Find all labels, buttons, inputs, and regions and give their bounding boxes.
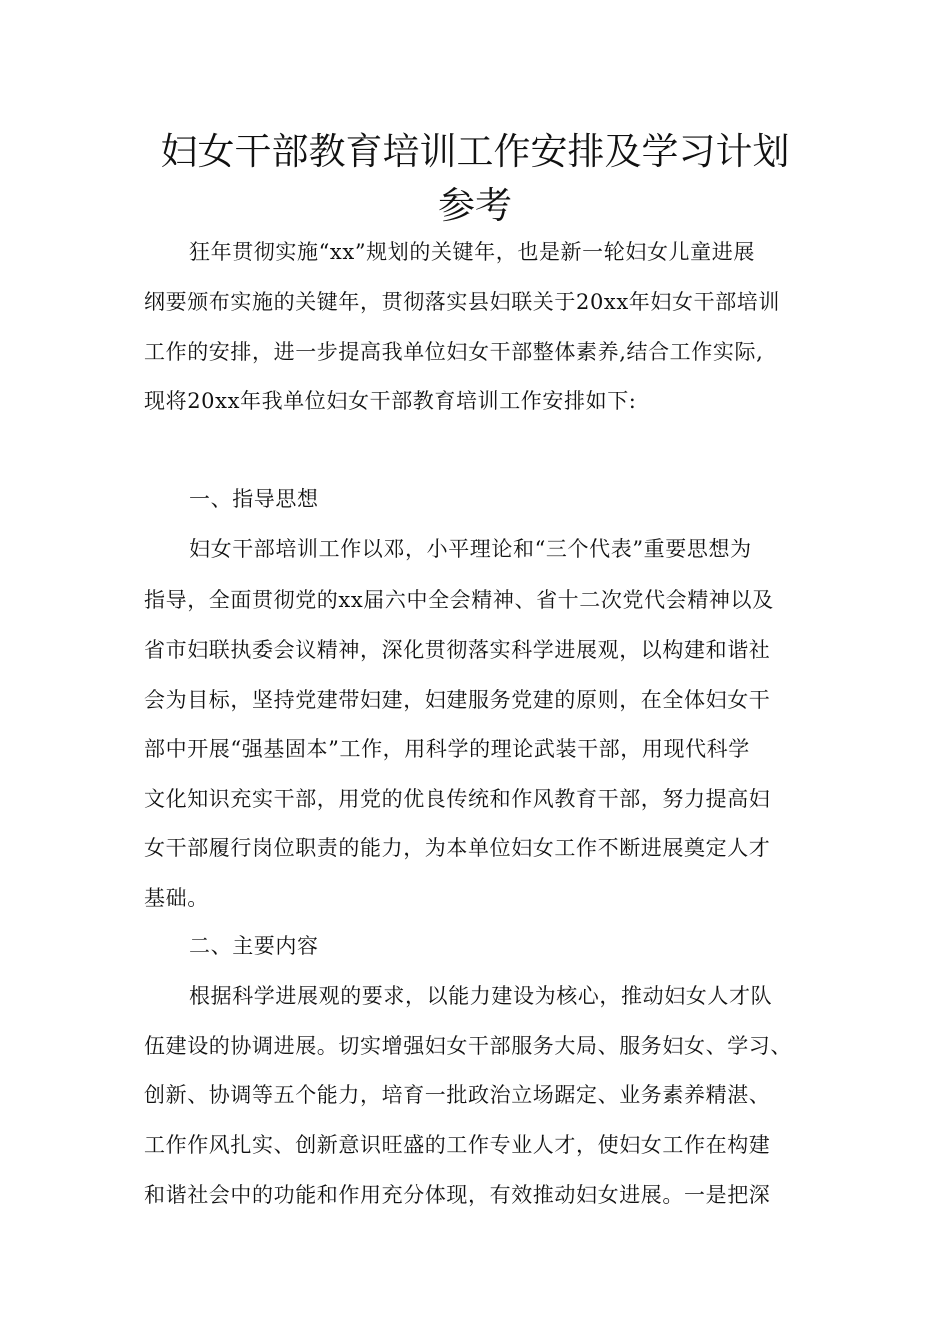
text-line: 纲要颁布实施的关键年，贯彻落实县妇联关于20xx年妇女干部培训 [144, 290, 781, 314]
text-line: 文化知识充实干部，用党的优良传统和作风教育干部，努力提高妇 [144, 787, 771, 811]
text-line: 部中开展“强基固本”工作，用科学的理论武装干部，用现代科学 [144, 737, 750, 761]
text-line: 妇女干部培训工作以邓，小平理论和“三个代表”重要思想为 [189, 537, 752, 561]
document-title-line-2: 参考 [438, 184, 512, 227]
text-line: 工作的安排，进一步提高我单位妇女干部整体素养,结合工作实际, [144, 340, 764, 364]
text-line: 一、指导思想 [189, 487, 319, 511]
text-line: 创新、协调等五个能力，培育一批政治立场踞定、业务素养精湛、 [144, 1083, 771, 1107]
text-line: 根据科学进展观的要求，以能力建设为核心，推动妇女人才队 [189, 984, 773, 1008]
text-line: 现将20xx年我单位妇女干部教育培训工作安排如下: [144, 389, 637, 413]
text-line: 女干部履行岗位职责的能力，为本单位妇女工作不断进展奠定人才 [144, 836, 771, 860]
text-line: 伍建设的协调进展。切实增强妇女干部服务大局、服务妇女、学习、 [144, 1034, 792, 1058]
text-line: 会为目标，坚持党建带妇建，妇建服务党建的原则，在全体妇女干 [144, 688, 771, 712]
text-line: 和谐社会中的功能和作用充分体现，有效推动妇女进展。一是把深 [144, 1183, 771, 1207]
text-line: 二、主要内容 [189, 934, 319, 958]
text-line: 省市妇联执委会议精神，深化贯彻落实科学进展观，以构建和谐社 [144, 638, 771, 662]
text-line: 工作作风扎实、创新意识旺盛的工作专业人才，使妇女工作在构建 [144, 1133, 771, 1157]
text-line: 狂年贯彻实施“xx”规划的关键年，也是新一轮妇女儿童进展 [189, 240, 755, 264]
text-line: 指导，全面贯彻党的xx届六中全会精神、省十二次党代会精神以及 [144, 588, 774, 612]
text-line: 基础。 [144, 886, 209, 910]
document-title-line-1: 妇女干部教育培训工作安排及学习计划 [160, 130, 790, 173]
